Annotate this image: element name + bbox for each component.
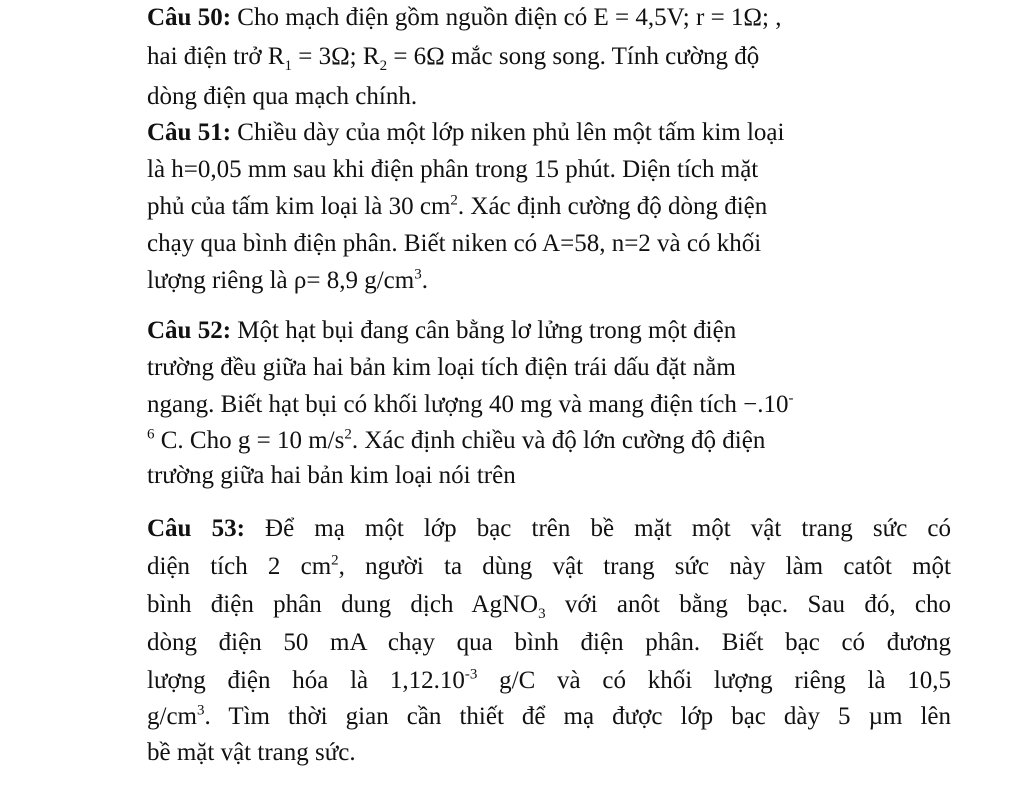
q52-text-3a: ngang. Biết hạt bụi có khối lượng 40 mg và mang điện tích −.10 <box>147 391 789 418</box>
q52-line-5 <box>147 461 516 491</box>
q50-line-3 <box>147 82 417 112</box>
q50-line-2 <box>147 42 759 72</box>
q53-line-5 <box>147 666 951 696</box>
q50-text-1: Cho mạch điện gồm nguồn điện có E = 4,5V; r = 1Ω; , <box>237 4 782 31</box>
q50-sub-1: 1 <box>284 58 292 74</box>
q51-sup-3: 2 <box>450 192 458 209</box>
q51-text-3a: phủ của tấm kim loại là 30 cm <box>147 193 451 220</box>
q51-line-3 <box>147 192 767 222</box>
q51-text-5b: . <box>421 267 428 294</box>
q51-text-1: Chiều dày của một lớp niken phủ lên một tấm kim loại <box>237 119 785 146</box>
q52-sup-3: - <box>788 390 794 407</box>
q53-text-3b: với anôt bằng bạc. Sau đó, cho <box>545 591 951 618</box>
q53-text-3a: bình điện phân dung dịch AgNO <box>147 591 539 618</box>
q52-sup-4a: 6 <box>147 426 155 443</box>
q52-text-5: trường giữa hai bản kim loại nói trên <box>147 462 516 489</box>
q51-text-2: là h=0,05 mm sau khi điện phân trong 15 phút. Diện tích mặt <box>147 156 759 183</box>
q53-text-2b: , người ta dùng vật trang sức này làm catôt một <box>338 553 951 580</box>
q52-text-2: trường đều giữa hai bản kim loại tích điện trái dấu đặt nằm <box>147 354 736 381</box>
q52-line-3 <box>147 390 793 420</box>
q53-text-1: Để mạ một lớp bạc trên bề mặt một vật trang sức có <box>265 515 951 542</box>
q51-line-4 <box>147 229 761 259</box>
q53-sub-3: 3 <box>538 606 546 622</box>
q53-line-6 <box>147 702 951 732</box>
q51-line-1 <box>147 118 784 148</box>
q53-text-2a: diện tích 2 cm <box>147 553 332 580</box>
q51-text-5a: lượng riêng là ρ= 8,9 g/cm <box>147 267 415 294</box>
q53-sup-5: -3 <box>464 666 478 683</box>
q51-text-3b: . Xác định cường độ dòng điện <box>457 193 768 220</box>
q50-heading: Câu 50: <box>147 4 232 31</box>
q50-text-2a: hai điện trở R <box>147 43 285 70</box>
q53-sup-6: 3 <box>197 702 205 719</box>
q53-heading: Câu 53: <box>147 515 245 542</box>
q51-line-2 <box>147 155 758 185</box>
q53-sup-2: 2 <box>331 552 339 569</box>
q53-line-1 <box>147 514 951 544</box>
q53-text-5a: lượng điện hóa là 1,12.10 <box>147 667 465 694</box>
q53-text-4: dòng điện 50 mA chạy qua bình điện phân. Biết bạc có đương <box>147 629 951 656</box>
q50-text-3: dòng điện qua mạch chính. <box>147 83 418 110</box>
q51-text-4: chạy qua bình điện phân. Biết niken có A=58, n=2 và có khối <box>147 230 762 257</box>
q53-text-7: bề mặt vật trang sức. <box>147 739 356 766</box>
q53-line-3 <box>147 590 951 620</box>
q53-line-7 <box>147 738 356 768</box>
q52-text-4a: C. Cho g = 10 m/s <box>154 427 345 454</box>
q52-heading: Câu 52: <box>147 317 232 344</box>
q53-line-2 <box>147 552 951 582</box>
q52-line-4 <box>147 426 765 456</box>
q50-text-2b: = 3Ω; R <box>292 43 380 70</box>
q52-text-4b: . Xác định chiều và độ lớn cường độ điện <box>351 427 766 454</box>
q50-sub-2: 2 <box>379 58 388 74</box>
q53-text-6b: . Tìm thời gian cần thiết để mạ được lớp bạc dày 5 µm lên <box>204 703 951 730</box>
q50-line-1 <box>147 3 781 33</box>
q51-sup-5: 3 <box>414 266 422 283</box>
q52-line-1 <box>147 316 736 346</box>
q53-line-4 <box>147 628 951 658</box>
q53-text-5b: g/C và có khối lượng riêng là 10,5 <box>477 667 951 694</box>
q52-text-1: Một hạt bụi đang cân bằng lơ lửng trong một điện <box>237 317 737 344</box>
q51-line-5 <box>147 266 428 296</box>
q53-text-6a: g/cm <box>147 703 197 730</box>
q50-text-2c: = 6Ω mắc song song. Tính cường độ <box>387 43 760 70</box>
q52-line-2 <box>147 353 736 383</box>
q51-heading: Câu 51: <box>147 119 232 146</box>
q52-sup-4b: 2 <box>344 426 352 443</box>
